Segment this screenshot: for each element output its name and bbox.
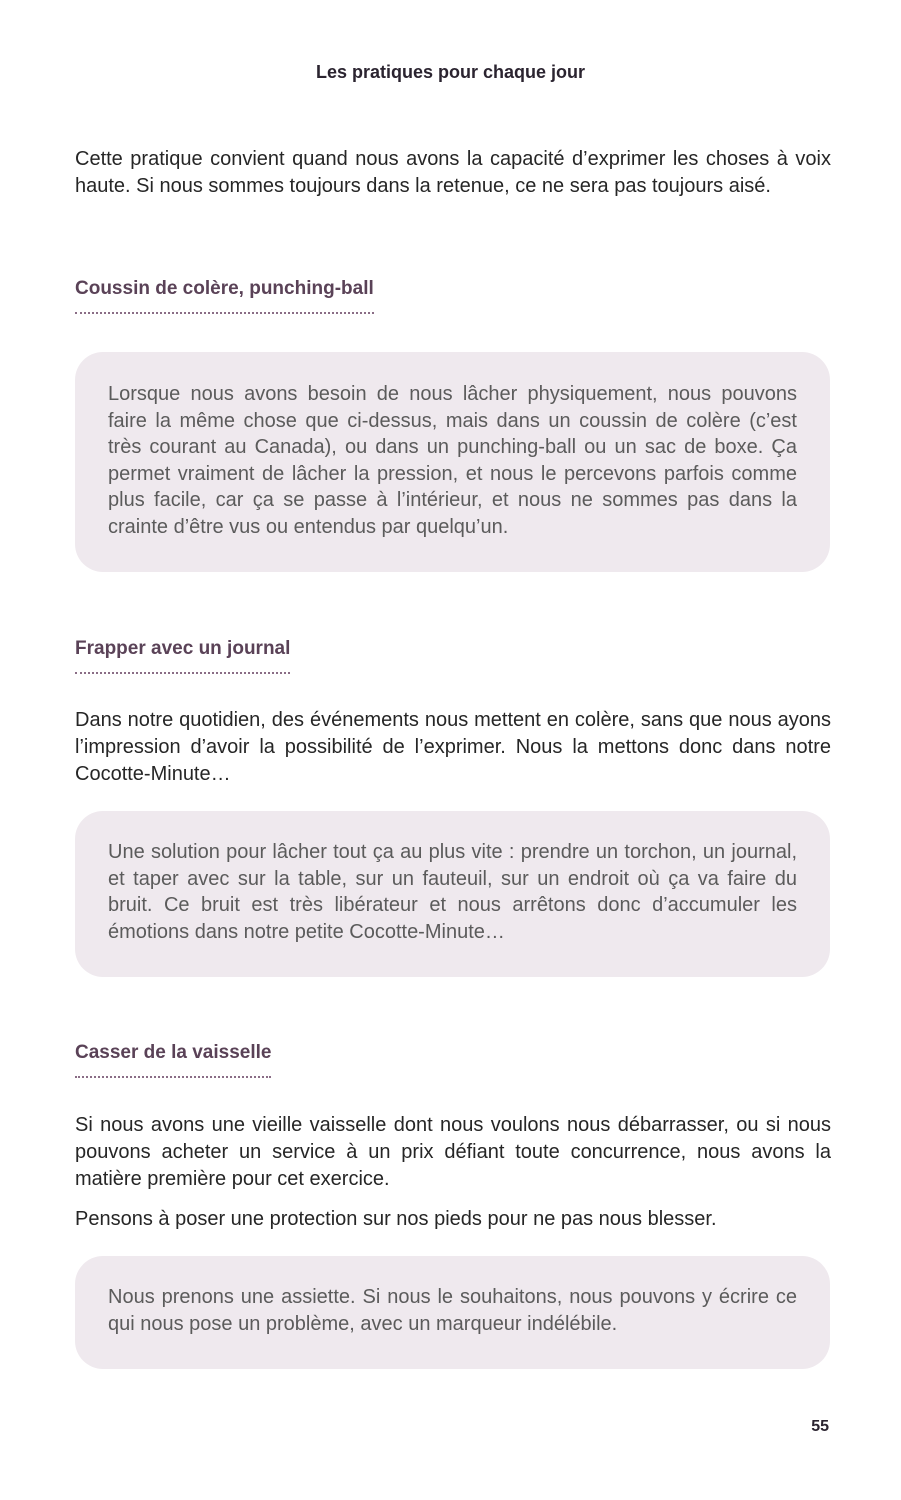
exercise-text-coussin: Lorsque nous avons besoin de nous lâcher physiquement, nous pouvons faire la même chose que ci-dessus, mais dans un coussin de colère (c’est très courant au Canada), ou dans un punching-ball ou un sac de boxe. Ça permet vraiment de lâcher la pression, et nous le percevons parfois comme plus facile, car ça se passe à l’intérieur, et nous ne sommes pas dans la crainte d’être vus ou entendus par quelqu’un. [108,383,797,538]
exercise-box-vaisselle [75,1256,830,1369]
section-heading-coussin: Coussin de colère, punching-ball [75,278,374,314]
section-heading-journal: Frapper avec un journal [75,638,290,674]
running-head: Les pratiques pour chaque jour [315,62,586,82]
page-number: 55 [811,1418,829,1435]
exercise-text-journal: Une solution pour lâcher tout ça au plus vite : prendre un torchon, un journal, et taper avec sur la table, sur un fauteuil, sur un endroit où ça va faire du bruit. Ce bruit est très libérateur et nous arrêtons donc d’accumuler les émotions dans notre petite Cocotte-Minute… [108,841,797,943]
section-heading-vaisselle: Casser de la vaisselle [75,1042,271,1078]
exercise-text-vaisselle: Nous prenons une assiette. Si nous le souhaitons, nous pouvons y écrire ce qui nous pose un problème, avec un marqueur indélébile. [108,1286,797,1335]
section-paragraph-vaisselle-2: Pensons à poser une protection sur nos pieds pour ne pas nous blesser. [75,1208,717,1230]
exercise-box-journal [75,811,830,977]
intro-paragraph: Cette pratique convient quand nous avons la capacité d’exprimer les choses à voix haute. Si nous sommes toujours dans la retenue, ce ne sera pas toujours aisé. [75,148,831,197]
section-paragraph-journal: Dans notre quotidien, des événements nous mettent en colère, sans que nous ayons l’impression d’avoir la possibilité de l’exprimer. Nous la mettons donc dans notre Cocotte-Minute… [75,709,831,785]
section-paragraph-vaisselle: Si nous avons une vieille vaisselle dont nous voulons nous débarrasser, ou si nous pouvons acheter un service à un prix défiant toute concurrence, nous avons la matière première pour cet exercice. [75,1114,831,1190]
exercise-box-coussin [75,352,830,572]
